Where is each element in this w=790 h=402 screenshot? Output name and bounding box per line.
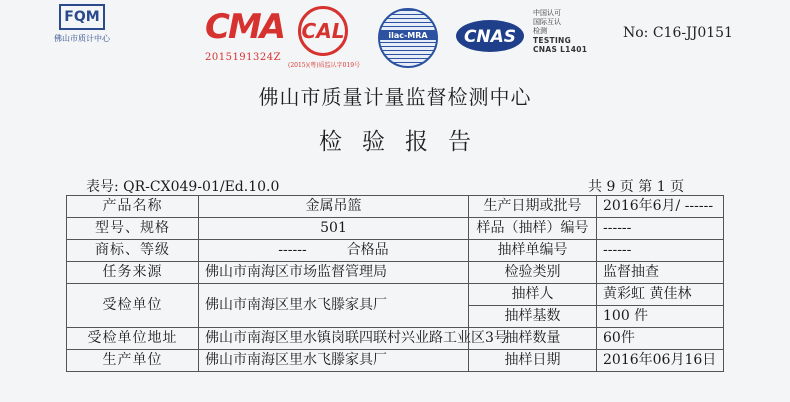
inspected-unit-label: 受检单位 bbox=[67, 284, 199, 328]
sampler-label: 抽样人 bbox=[469, 284, 597, 306]
inspection-type-label: 检验类别 bbox=[469, 262, 597, 284]
cal-logo-mark: CAL bbox=[298, 6, 348, 56]
model-label: 型号、规格 bbox=[67, 218, 199, 240]
fqm-logo-mark: FQM bbox=[59, 4, 105, 30]
ilac-mra-logo bbox=[378, 8, 438, 68]
sampling-base-label: 抽样基数 bbox=[469, 306, 597, 328]
product-name-value: 金属吊篮 bbox=[199, 196, 469, 218]
sampler-value: 黄彩虹 黄佳林 bbox=[597, 284, 724, 306]
cnas-caption-line: TESTING bbox=[533, 36, 572, 45]
table-row bbox=[67, 262, 724, 284]
table-row bbox=[67, 240, 724, 262]
cnas-caption bbox=[533, 9, 587, 54]
task-source-label: 任务来源 bbox=[67, 262, 199, 284]
form-number: 表号: QR-CX049-01/Ed.10.0 bbox=[86, 179, 280, 195]
sampling-date-value: 2016年06月16日 bbox=[597, 350, 724, 372]
sample-no-label: 样品（抽样）编号 bbox=[469, 218, 597, 240]
cma-number: 2015191324Z bbox=[205, 52, 282, 63]
organization-name: 佛山市质量计量监督检测中心 bbox=[258, 85, 532, 109]
table-row bbox=[67, 328, 724, 350]
sampling-no-label: 抽样单编号 bbox=[469, 240, 597, 262]
cma-logo-mark: CMA bbox=[205, 7, 285, 47]
cnas-caption-line: 检测 bbox=[533, 27, 547, 35]
sampling-no-value: ------ bbox=[597, 240, 724, 262]
cnas-caption-line: 国际互认 bbox=[533, 18, 561, 26]
inspection-type-value: 监督抽查 bbox=[597, 262, 724, 284]
task-source-value: 佛山市南海区市场监督管理局 bbox=[199, 262, 469, 284]
fqm-logo bbox=[52, 4, 112, 44]
cnas-logo-mark: CNAS bbox=[463, 27, 517, 47]
trademark-brand: ------ bbox=[278, 242, 307, 258]
sampling-date-label: 抽样日期 bbox=[469, 350, 597, 372]
cal-number: (2015)(粤)质监认字019号 bbox=[288, 62, 361, 69]
cnas-caption-line: CNAS L1401 bbox=[533, 45, 588, 54]
trademark-value bbox=[199, 240, 469, 262]
inspected-address-label: 受检单位地址 bbox=[67, 328, 199, 350]
table-row bbox=[67, 350, 724, 372]
cma-logo bbox=[205, 6, 285, 63]
sampling-base-value: 100 件 bbox=[597, 306, 724, 328]
report-serial-number: No: C16-JJ0151 bbox=[623, 25, 733, 41]
trademark-grade: 合格品 bbox=[346, 242, 389, 258]
trademark-label: 商标、等级 bbox=[67, 240, 199, 262]
sample-no-value: ------ bbox=[597, 218, 724, 240]
cnas-caption-line: 中国认可 bbox=[533, 9, 561, 17]
production-date-value: 2016年6月/ ------ bbox=[597, 196, 724, 218]
ilac-mra-text: ilac-MRA bbox=[380, 31, 436, 40]
inspected-unit-value: 佛山市南海区里水飞滕家具厂 bbox=[199, 284, 469, 328]
report-info-table bbox=[66, 195, 724, 372]
cnas-logo bbox=[456, 12, 526, 58]
report-title: 检验报告 bbox=[319, 129, 491, 155]
table-row bbox=[67, 218, 724, 240]
table-row bbox=[67, 284, 724, 306]
production-date-label: 生产日期或批号 bbox=[469, 196, 597, 218]
sample-quantity-value: 60件 bbox=[597, 328, 724, 350]
table-row bbox=[67, 196, 724, 218]
producer-label: 生产单位 bbox=[67, 350, 199, 372]
model-value: 501 bbox=[199, 218, 469, 240]
inspected-address-value: 佛山市南海区里水镇岗联四联村兴业路工业区3号 bbox=[199, 328, 469, 350]
product-name-label: 产品名称 bbox=[67, 196, 199, 218]
fqm-logo-caption: 佛山市质计中心 bbox=[54, 34, 110, 43]
producer-value: 佛山市南海区里水飞滕家具厂 bbox=[199, 350, 469, 372]
sample-quantity-label: 抽样数量 bbox=[469, 328, 597, 350]
cal-logo bbox=[288, 6, 361, 69]
page-info: 共 9 页 第 1 页 bbox=[588, 179, 685, 195]
